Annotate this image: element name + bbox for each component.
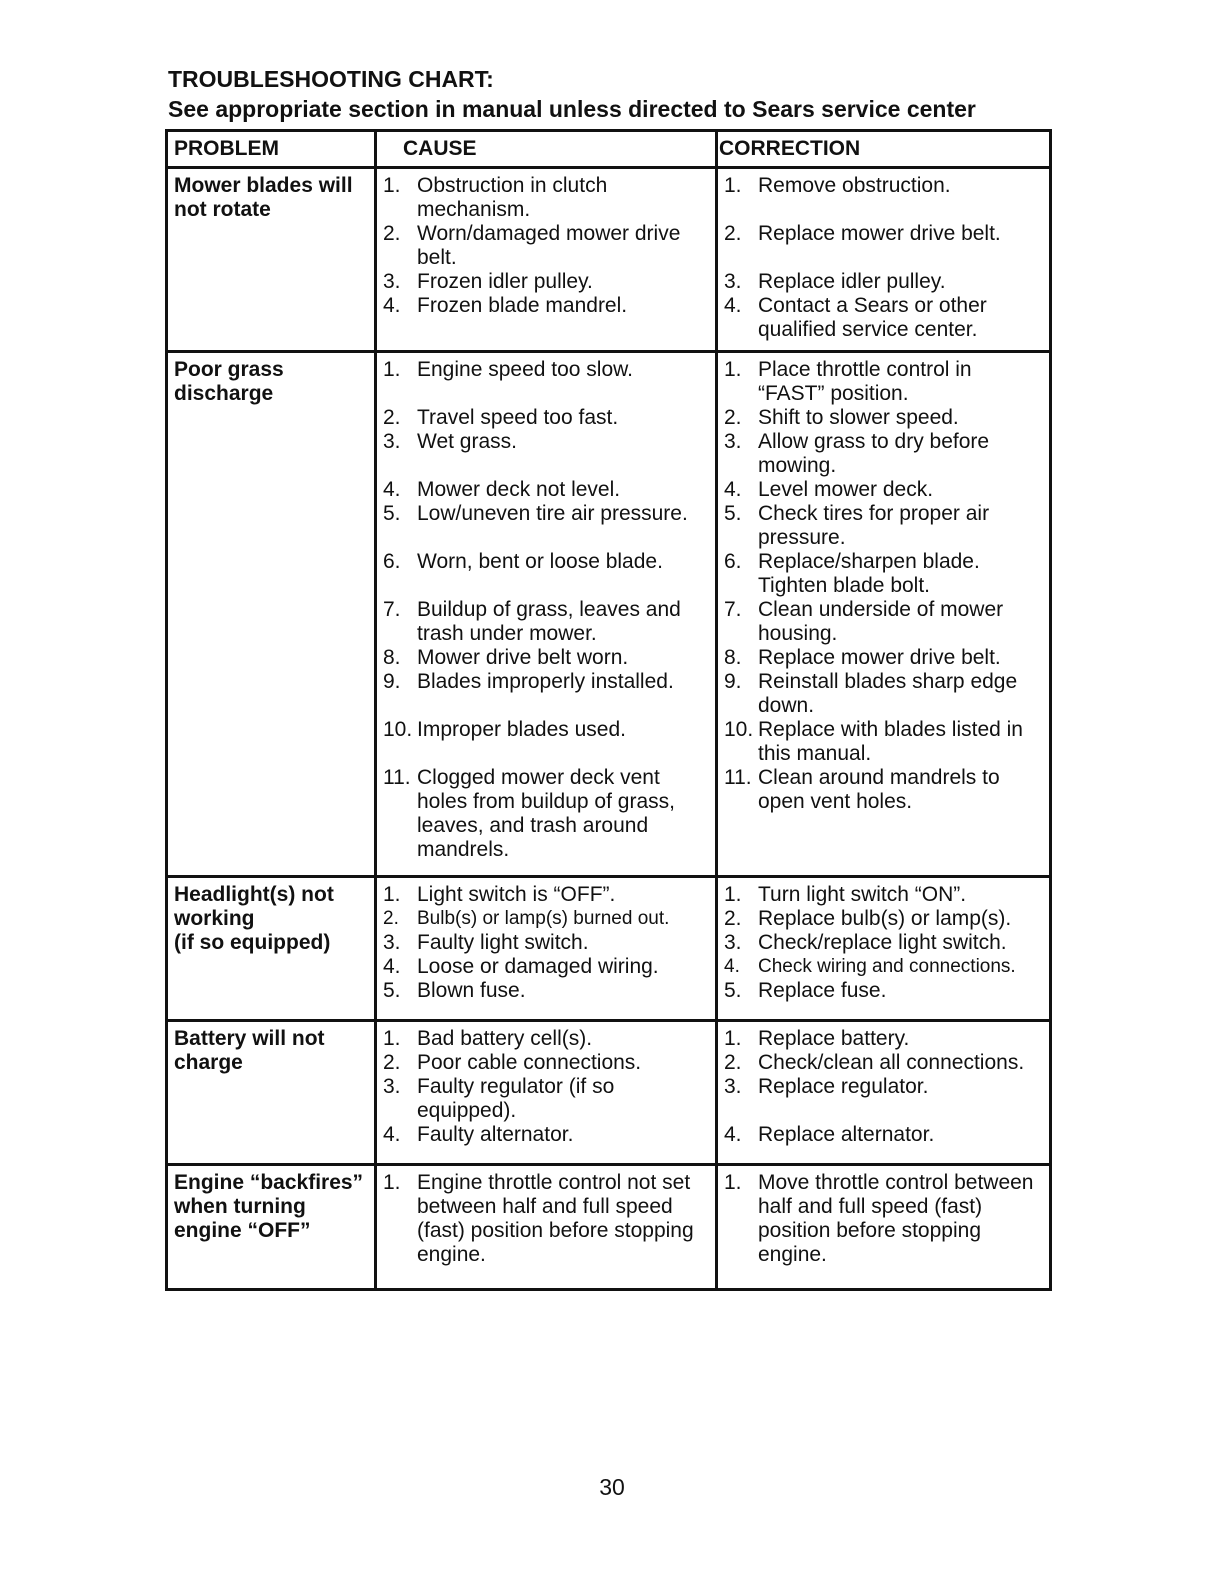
list-item: [724, 907, 1043, 931]
item-text: Mower drive belt worn.: [417, 646, 629, 669]
item-text: Replace with blades listed in this manual.: [758, 718, 1023, 765]
item-number: 5.: [724, 979, 742, 1002]
list-item: [724, 174, 1043, 198]
list-item: [724, 598, 1043, 646]
item-number: 8.: [724, 646, 742, 669]
item-text: Replace alternator.: [758, 1123, 935, 1146]
item-number: 2.: [724, 907, 742, 930]
list-item: [383, 646, 709, 670]
item-number: 2.: [724, 406, 742, 429]
problem-text: [174, 883, 368, 955]
item-text: Check/clean all connections.: [758, 1051, 1025, 1074]
list-item: [724, 294, 1043, 342]
correction-list: [724, 1171, 1043, 1267]
list-item: [383, 955, 709, 979]
problem-line: engine “OFF”: [174, 1219, 311, 1242]
problem-cell: [167, 1021, 376, 1165]
table-row: [167, 168, 1051, 352]
cause-list: [383, 1027, 709, 1147]
list-item: [724, 502, 1043, 550]
item-number: 2.: [383, 406, 401, 429]
list-item: [724, 1075, 1043, 1099]
item-number: 11.: [383, 766, 411, 789]
list-item: [383, 1027, 709, 1051]
list-item: [724, 979, 1043, 1003]
item-number: 4.: [724, 956, 740, 977]
item-text: Turn light switch “ON”.: [758, 883, 967, 906]
item-number: 1.: [383, 174, 401, 197]
item-number: 2.: [383, 908, 399, 929]
header-row: [167, 131, 1051, 168]
correction-cell: [717, 877, 1051, 1021]
list-item: [383, 931, 709, 955]
item-number: 1.: [724, 1027, 742, 1050]
item-text: Buildup of grass, leaves and trash under mower.: [417, 598, 681, 645]
item-number: 2.: [383, 222, 401, 245]
item-text: Blown fuse.: [417, 979, 526, 1002]
problem-line: Engine “backfires”: [174, 1171, 364, 1194]
problem-text: [174, 1171, 368, 1243]
item-number: 1.: [383, 883, 401, 906]
problem-text: [174, 174, 368, 222]
list-item: [724, 550, 1043, 598]
item-number: 1.: [724, 358, 742, 381]
list-item: [724, 478, 1043, 502]
list-item: [724, 1123, 1043, 1147]
item-text: Improper blades used.: [417, 718, 626, 741]
item-number: 4.: [383, 294, 401, 317]
item-text: Bad battery cell(s).: [417, 1027, 593, 1050]
item-number: 10.: [383, 718, 413, 741]
list-item: [383, 358, 709, 382]
item-text: Wet grass.: [417, 430, 517, 453]
item-text: Obstruction in clutch mechanism.: [417, 174, 608, 221]
correction-list: [724, 883, 1043, 1003]
problem-line: Headlight(s) not: [174, 883, 334, 906]
list-item: [383, 670, 709, 694]
list-item: [724, 1027, 1043, 1051]
list-item: [724, 270, 1043, 294]
correction-list: [724, 358, 1043, 814]
item-number: 1.: [724, 883, 742, 906]
correction-cell: [717, 1021, 1051, 1165]
problem-cell: [167, 877, 376, 1021]
list-item: [724, 670, 1043, 718]
item-text: Replace battery.: [758, 1027, 910, 1050]
item-text: Replace mower drive belt.: [758, 646, 1001, 669]
problem-line: discharge: [174, 382, 274, 405]
list-item: [383, 550, 709, 574]
list-item: [383, 502, 709, 526]
table-row: [167, 352, 1051, 877]
problem-line: not rotate: [174, 198, 271, 221]
item-text: Level mower deck.: [758, 478, 934, 501]
cause-cell: [376, 168, 717, 352]
list-item: [724, 430, 1043, 478]
item-number: 3.: [383, 430, 401, 453]
item-text: Clean underside of mower housing.: [758, 598, 1004, 645]
page-title: TROUBLESHOOTING CHART:: [168, 66, 494, 92]
list-item: [724, 883, 1043, 907]
item-number: 2.: [383, 1051, 401, 1074]
list-item: [724, 718, 1043, 766]
item-text: Mower deck not level.: [417, 478, 621, 501]
item-text: Check/replace light switch.: [758, 931, 1007, 954]
item-text: Frozen idler pulley.: [417, 270, 593, 293]
item-number: 3.: [724, 1075, 742, 1098]
item-number: 10.: [724, 718, 754, 741]
item-text: Worn, bent or loose blade.: [417, 550, 663, 573]
item-number: 2.: [724, 222, 742, 245]
list-item: [724, 358, 1043, 406]
item-number: 7.: [724, 598, 742, 621]
item-number: 4.: [383, 1123, 401, 1146]
list-item: [383, 598, 709, 646]
page-number: 30: [599, 1474, 625, 1500]
cause-cell: [376, 877, 717, 1021]
item-text: Move throttle control between half and full speed (fast) position before stopping engine.: [758, 1171, 1034, 1266]
item-text: Faulty light switch.: [417, 931, 589, 954]
list-item: [724, 1171, 1043, 1267]
list-item: [724, 406, 1043, 430]
item-text: Check tires for proper air pressure.: [758, 502, 990, 549]
problem-line: Battery will not: [174, 1027, 325, 1050]
item-text: Replace fuse.: [758, 979, 887, 1002]
item-number: 3.: [383, 270, 401, 293]
problem-cell: [167, 1165, 376, 1290]
table-body: [167, 168, 1051, 1290]
item-text: Worn/damaged mower drive belt.: [417, 222, 681, 269]
item-text: Travel speed too fast.: [417, 406, 619, 429]
correction-cell: [717, 352, 1051, 877]
list-item: [383, 270, 709, 294]
item-number: 6.: [383, 550, 401, 573]
item-number: 1.: [383, 358, 401, 381]
item-number: 1.: [383, 1027, 401, 1050]
page-subtitle: See appropriate section in manual unless directed to Sears service center: [168, 96, 976, 122]
list-item: [383, 174, 709, 222]
item-number: 4.: [724, 1123, 742, 1146]
problem-text: [174, 358, 368, 406]
problem-line: working: [174, 907, 255, 930]
item-number: 1.: [724, 174, 742, 197]
item-text: Replace bulb(s) or lamp(s).: [758, 907, 1012, 930]
problem-line: (if so equipped): [174, 931, 331, 954]
item-text: Remove obstruction.: [758, 174, 951, 197]
problem-line: when turning: [174, 1195, 306, 1218]
list-item: [383, 766, 709, 862]
list-item: [724, 931, 1043, 955]
item-number: 11.: [724, 766, 752, 789]
list-item: [383, 907, 709, 931]
cause-cell: [376, 1021, 717, 1165]
item-number: 6.: [724, 550, 742, 573]
list-item: [383, 430, 709, 454]
list-item: [383, 1123, 709, 1147]
item-text: Engine throttle control not set between half and full speed (fast) position before stopping engine.: [417, 1171, 694, 1266]
column-header-correction: CORRECTION: [717, 131, 1051, 168]
item-number: 1.: [724, 1171, 742, 1194]
problem-cell: [167, 352, 376, 877]
item-text: Allow grass to dry before mowing.: [758, 430, 990, 477]
list-item: [724, 646, 1043, 670]
item-number: 4.: [383, 478, 401, 501]
list-item: [383, 1075, 709, 1123]
item-text: Replace idler pulley.: [758, 270, 946, 293]
item-number: 2.: [724, 1051, 742, 1074]
item-text: Frozen blade mandrel.: [417, 294, 628, 317]
item-text: Shift to slower speed.: [758, 406, 959, 429]
item-text: Loose or damaged wiring.: [417, 955, 659, 978]
item-text: Bulb(s) or lamp(s) burned out.: [417, 908, 670, 929]
list-item: [724, 766, 1043, 814]
item-text: Faulty alternator.: [417, 1123, 574, 1146]
correction-list: [724, 1027, 1043, 1147]
item-text: Poor cable connections.: [417, 1051, 642, 1074]
list-item: [383, 1051, 709, 1075]
item-number: 4.: [724, 294, 742, 317]
cause-list: [383, 1171, 709, 1267]
item-number: 3.: [724, 270, 742, 293]
item-number: 1.: [383, 1171, 401, 1194]
item-text: Low/uneven tire air pressure.: [417, 502, 688, 525]
item-text: Clogged mower deck vent holes from buildup of grass, leaves, and trash around mandrels.: [417, 766, 675, 861]
item-text: Contact a Sears or other qualified service center.: [758, 294, 987, 341]
correction-list: [724, 174, 1043, 342]
list-item: [383, 478, 709, 502]
item-text: Light switch is “OFF”.: [417, 883, 616, 906]
item-number: 5.: [383, 502, 401, 525]
item-text: Replace/sharpen blade. Tighten blade bolt.: [758, 550, 980, 597]
item-text: Clean around mandrels to open vent holes.: [758, 766, 1000, 813]
item-text: Blades improperly installed.: [417, 670, 674, 693]
item-text: Place throttle control in “FAST” position.: [758, 358, 972, 405]
item-number: 5.: [383, 979, 401, 1002]
table-row: [167, 1021, 1051, 1165]
list-item: [383, 979, 709, 1003]
correction-cell: [717, 168, 1051, 352]
list-item: [724, 1051, 1043, 1075]
list-item: [383, 294, 709, 318]
item-text: Engine speed too slow.: [417, 358, 633, 381]
column-header-problem: PROBLEM: [167, 131, 376, 168]
column-header-cause: CAUSE: [376, 131, 717, 168]
item-number: 3.: [383, 1075, 401, 1098]
item-number: 9.: [724, 670, 742, 693]
item-text: Faulty regulator (if so equipped).: [417, 1075, 615, 1122]
table-row: [167, 877, 1051, 1021]
problem-text: [174, 1027, 368, 1075]
cause-list: [383, 883, 709, 1003]
correction-cell: [717, 1165, 1051, 1290]
item-number: 9.: [383, 670, 401, 693]
problem-line: Poor grass: [174, 358, 284, 381]
item-number: 5.: [724, 502, 742, 525]
item-number: 4.: [383, 955, 401, 978]
item-number: 3.: [724, 931, 742, 954]
cause-list: [383, 174, 709, 318]
item-number: 4.: [724, 478, 742, 501]
problem-line: charge: [174, 1051, 243, 1074]
item-text: Replace mower drive belt.: [758, 222, 1001, 245]
item-number: 3.: [383, 931, 401, 954]
table-header: [167, 131, 1051, 168]
item-number: 3.: [724, 430, 742, 453]
troubleshooting-table: [165, 129, 1052, 1291]
cause-cell: [376, 1165, 717, 1290]
list-item: [383, 883, 709, 907]
item-number: 8.: [383, 646, 401, 669]
problem-line: Mower blades will: [174, 174, 353, 197]
item-text: Replace regulator.: [758, 1075, 929, 1098]
problem-cell: [167, 168, 376, 352]
table-row: [167, 1165, 1051, 1290]
list-item: [383, 1171, 709, 1267]
list-item: [383, 406, 709, 430]
list-item: [724, 955, 1043, 979]
item-text: Reinstall blades sharp edge down.: [758, 670, 1018, 717]
item-text: Check wiring and connections.: [758, 956, 1016, 977]
cause-cell: [376, 352, 717, 877]
list-item: [383, 222, 709, 270]
cause-list: [383, 358, 709, 862]
list-item: [383, 718, 709, 742]
list-item: [724, 222, 1043, 246]
item-number: 7.: [383, 598, 401, 621]
